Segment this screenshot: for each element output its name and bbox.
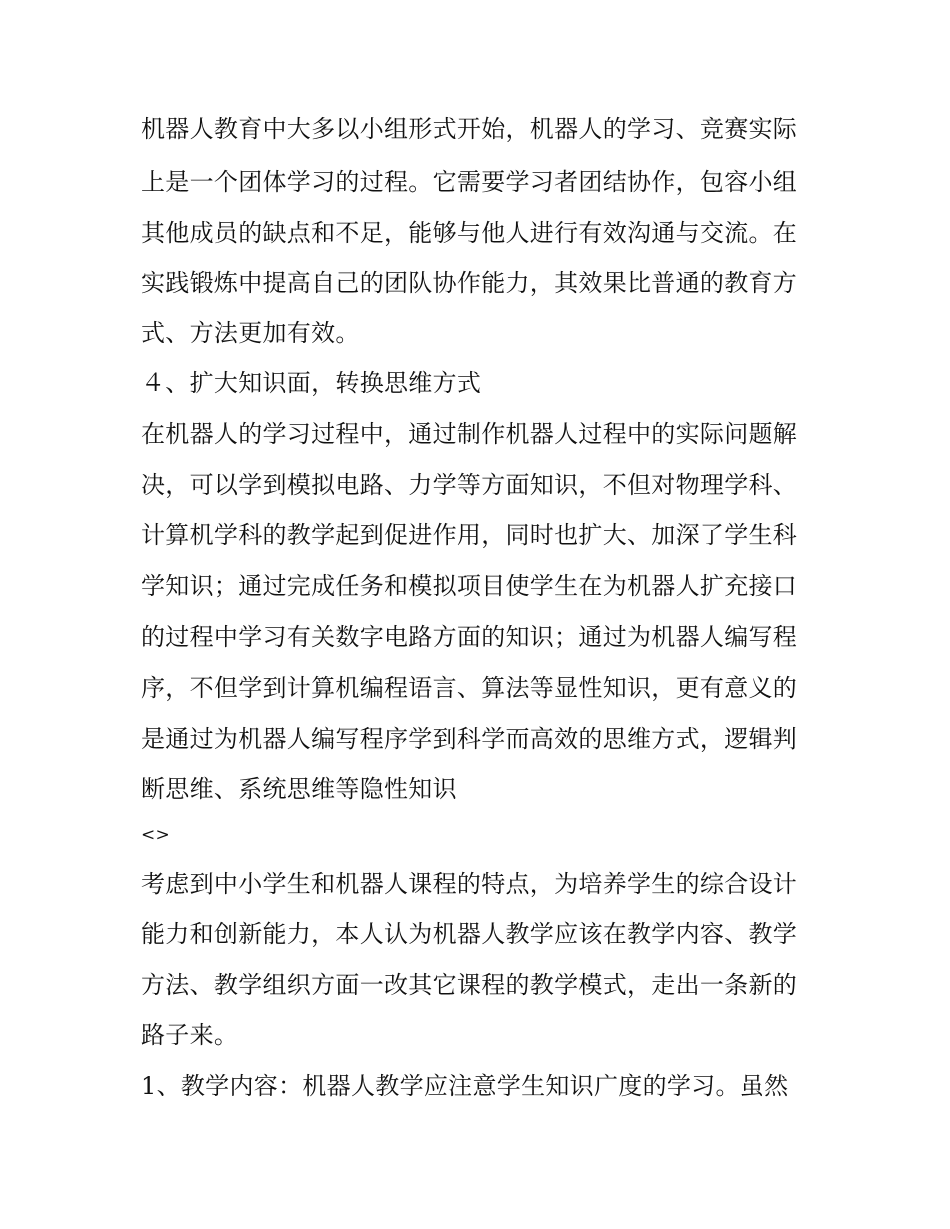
placeholder-marker: <> xyxy=(141,825,171,845)
paragraph-line: 断思维、系统思维等隐性知识 xyxy=(141,775,457,803)
paragraph-line: 考虑到中小学生和机器人课程的特点，为培养学生的综合设计 xyxy=(141,870,798,898)
paragraph-line: 序，不但学到计算机编程语言、算法等显性知识，更有意义的 xyxy=(141,674,798,702)
paragraph-line: 路子来。 xyxy=(141,1021,239,1049)
paragraph-line: 式、方法更加有效。 xyxy=(141,319,360,347)
paragraph-line: 1、教学内容：机器人教学应注意学生知识广度的学习。虽然 xyxy=(141,1072,789,1100)
paragraph-line: 在机器人的学习过程中，通过制作机器人过程中的实际问题解 xyxy=(141,420,798,448)
paragraph-line: 的过程中学习有关数字电路方面的知识；通过为机器人编写程 xyxy=(141,623,798,651)
paragraph-line: 其他成员的缺点和不足，能够与他人进行有效沟通与交流。在 xyxy=(141,219,798,247)
section-heading: ４、扩大知识面，转换思维方式 xyxy=(141,369,482,397)
paragraph-line: 上是一个团体学习的过程。它需要学习者团结协作，包容小组 xyxy=(141,168,798,196)
paragraph-line: 决，可以学到模拟电路、力学等方面知识，不但对物理学科、 xyxy=(141,471,798,499)
paragraph-line: 是通过为机器人编写程序学到科学而高效的思维方式，逻辑判 xyxy=(141,725,798,753)
paragraph-line: 能力和创新能力，本人认为机器人教学应该在教学内容、教学 xyxy=(141,920,798,948)
paragraph-line: 学知识；通过完成任务和模拟项目使学生在为机器人扩充接口 xyxy=(141,572,798,600)
paragraph-line: 方法、教学组织方面一改其它课程的教学模式，走出一条新的 xyxy=(141,971,798,999)
paragraph-line: 计算机学科的教学起到促进作用，同时也扩大、加深了学生科 xyxy=(141,521,798,549)
paragraph-line: 机器人教育中大多以小组形式开始，机器人的学习、竞赛实际 xyxy=(141,115,798,143)
paragraph-line: 实践锻炼中提高自己的团队协作能力，其效果比普通的教育方 xyxy=(141,269,798,297)
